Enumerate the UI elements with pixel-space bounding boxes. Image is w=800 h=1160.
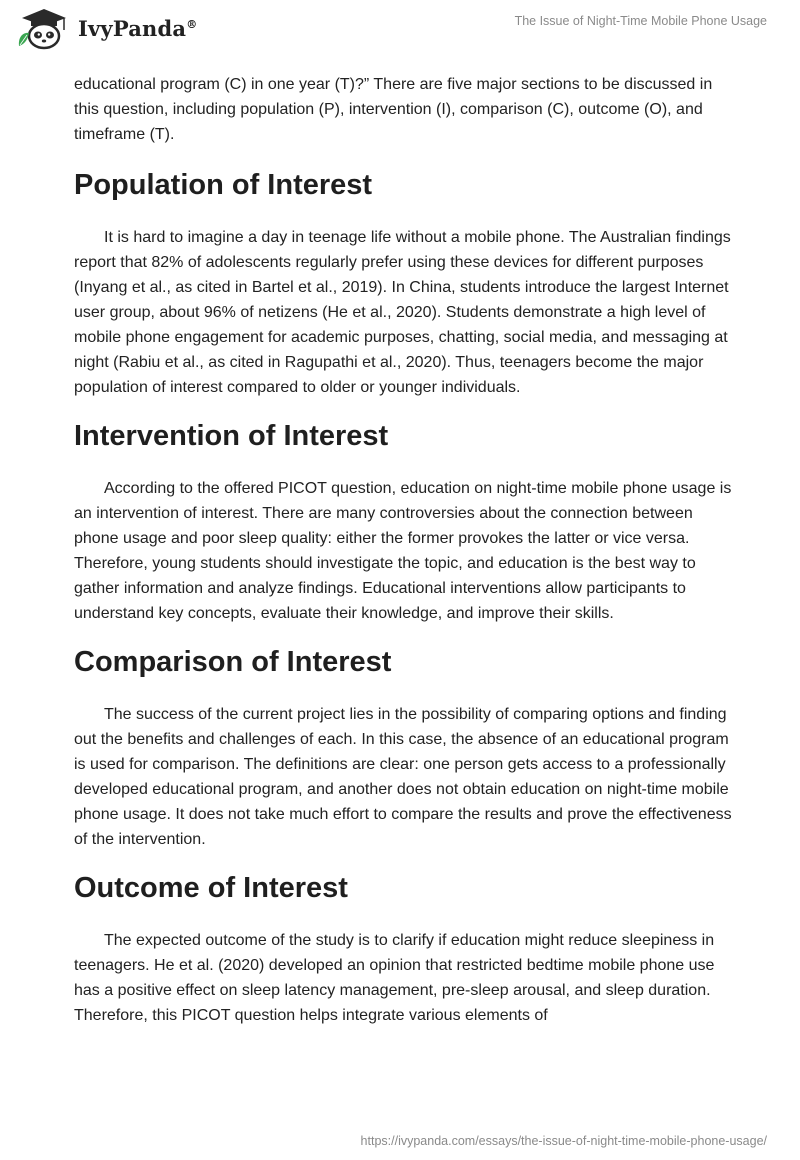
section-paragraph: According to the offered PICOT question, education on night-time mobile phone usage is an intervention of interest. There are many controversies about the connection between phone usage and poor sleep quality: either the former provokes the latter or vice versa. Therefore, young students should investigate the topic, and education is the best way to gather information and analyze findings. Educational interventions allow participants to understand key concepts, evaluate their knowledge, and improve their skills. [74, 480, 732, 622]
panda-graduate-icon [14, 6, 72, 50]
section-paragraph: It is hard to imagine a day in teenage life without a mobile phone. The Australian findings report that 82% of adolescents regularly prefer using these devices for different purposes (Inyang et al., as cited in Bartel et al., 2019). In China, students introduce the largest Internet user group, about 96% of netizens (He et al., 2020). Students demonstrate a high level of mobile phone engagement for academic purposes, chatting, social media, and messaging at night (Rabiu et al., as cited in Ragupathi et al., 2020). Thus, teenagers become the major population of interest compared to older or younger individuals. [74, 229, 731, 396]
section-heading: Intervention of Interest [74, 420, 389, 452]
intro-paragraph: educational program (C) in one year (T)?” There are five major sections to be discussed in this question, including population (P), intervention (I), comparison (C), outcome (O), and timeframe (T). [74, 76, 713, 143]
document-title: The Issue of Night-Time Mobile Phone Usage [514, 14, 767, 28]
section-heading: Comparison of Interest [74, 646, 392, 678]
essay-content [74, 72, 734, 1044]
section-paragraph: The expected outcome of the study is to clarify if education might reduce sleepiness in teenagers. He et al. (2020) developed an opinion that restricted bedtime mobile phone use has a positive effect on sleep latency management, pre-sleep arousal, and sleep duration. Therefore, this PICOT question helps integrate various elements of [74, 932, 715, 1024]
brand-name: IvyPanda® [78, 15, 198, 41]
source-url-link[interactable]: https://ivypanda.com/essays/the-issue-of-night-time-mobile-phone-usage/ [360, 1134, 767, 1148]
section-outcome [74, 868, 734, 1028]
ivypanda-logo[interactable] [14, 6, 197, 50]
section-population [74, 165, 734, 400]
section-heading: Population of Interest [74, 169, 373, 201]
section-comparison [74, 642, 734, 852]
page-header [0, 0, 800, 52]
section-heading: Outcome of Interest [74, 872, 348, 904]
registered-mark: ® [186, 17, 198, 31]
section-paragraph: The success of the current project lies in the possibility of comparing options and finding out the benefits and challenges of each. In this case, the absence of an educational program is used for comparison. The definitions are clear: one person gets access to a professionally developed educational program, and another does not obtain education on night-time mobile phone usage. It does not take much effort to compare the results and prove the effectiveness of the intervention. [74, 706, 732, 848]
section-intervention [74, 416, 734, 626]
